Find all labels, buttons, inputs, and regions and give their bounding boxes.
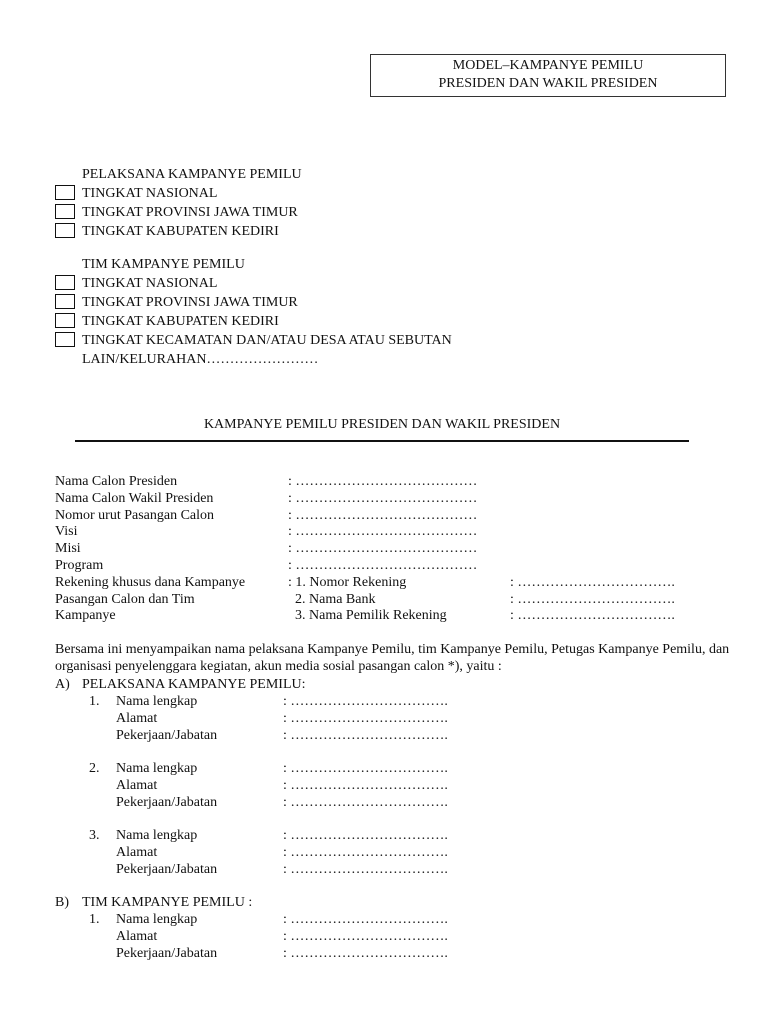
checkbox[interactable] [55, 223, 75, 238]
person-label: Alamat [116, 929, 158, 944]
field-blank: : ………………………………… [288, 474, 478, 489]
person-label: Nama lengkap [116, 761, 198, 776]
person-row-pekerjaan [55, 861, 735, 878]
title-divider [75, 440, 689, 442]
checkbox[interactable] [55, 185, 75, 200]
option-label: TINGKAT PROVINSI JAWA TIMUR [82, 205, 298, 220]
field-blank: : ………………………………… [288, 490, 478, 506]
person-blank: : ……………………………. [283, 946, 448, 961]
model-title-line-1: MODEL–KAMPANYE PEMILU [452, 58, 644, 73]
person-row-nama [55, 693, 735, 710]
model-title-box [370, 54, 726, 97]
person-number: 2. [89, 761, 100, 776]
pelaksana-option-provinsi [55, 203, 535, 222]
person-number: 3. [89, 828, 100, 843]
person-blank: : ……………………………. [283, 912, 448, 927]
tim-option-kabupaten [55, 312, 535, 331]
field-label: Nomor urut Pasangan Calon [55, 507, 215, 523]
person-label: Nama lengkap [116, 828, 198, 843]
field-blank: : ………………………………… [288, 524, 478, 540]
person-row-alamat [55, 928, 735, 945]
field-label: Nama Calon Wakil Presiden [55, 490, 214, 506]
section-b-heading [55, 894, 252, 911]
section-a-heading [55, 676, 306, 693]
tim-option-provinsi [55, 293, 535, 312]
option-label: TINGKAT KABUPATEN KEDIRI [82, 314, 279, 329]
rekening-sub-label: : 1. Nomor Rekening [288, 574, 407, 590]
field-label: Program [55, 557, 104, 573]
field-label: Pasangan Calon dan Tim [55, 591, 195, 607]
field-label: Nama Calon Presiden [55, 474, 178, 489]
field-row-nomor-urut [55, 508, 735, 525]
person-label: Pekerjaan/Jabatan [116, 795, 218, 810]
field-row-capres [55, 474, 735, 491]
person-row-alamat [55, 710, 735, 727]
field-row-visi [55, 524, 735, 541]
tim-option-nasional [55, 274, 535, 293]
checkbox[interactable] [55, 204, 75, 219]
checkbox[interactable] [55, 294, 75, 309]
person-blank: : ……………………………. [283, 845, 448, 860]
person-row-pekerjaan [55, 945, 735, 962]
checkbox[interactable] [55, 332, 75, 347]
tim-option-kecamatan-continuation: LAIN/KELURAHAN…………………… [82, 352, 319, 367]
person-row-pekerjaan [55, 727, 735, 744]
field-row-misi [55, 541, 735, 558]
person-label: Pekerjaan/Jabatan [116, 862, 218, 877]
field-row-rekening-3 [55, 608, 735, 625]
field-label: Visi [55, 524, 78, 540]
person-label: Pekerjaan/Jabatan [116, 946, 218, 961]
field-blank: : ……………………………. [510, 591, 675, 607]
checkbox[interactable] [55, 275, 75, 290]
option-label: TINGKAT PROVINSI JAWA TIMUR [82, 295, 298, 310]
field-row-rekening-2 [55, 592, 735, 609]
person-blank: : ……………………………. [283, 728, 448, 743]
person-blank: : ……………………………. [283, 929, 448, 944]
person-label: Pekerjaan/Jabatan [116, 728, 218, 743]
tim-heading: TIM KAMPANYE PEMILU [82, 257, 245, 272]
pelaksana-option-nasional [55, 184, 535, 203]
person-label: Alamat [116, 845, 158, 860]
person-number: 1. [89, 912, 100, 927]
person-blank: : ……………………………. [283, 778, 448, 793]
pelaksana-person-2 [55, 760, 735, 811]
person-label: Nama lengkap [116, 694, 198, 709]
person-row-pekerjaan [55, 794, 735, 811]
tim-checklist [55, 255, 535, 369]
field-label: Kampanye [55, 608, 116, 624]
pelaksana-person-1 [55, 693, 735, 744]
option-label: TINGKAT NASIONAL [82, 276, 218, 291]
tim-person-1 [55, 911, 735, 962]
field-blank: : ………………………………… [288, 557, 478, 573]
person-blank: : ……………………………. [283, 862, 448, 877]
field-label: Misi [55, 541, 81, 557]
section-letter: B) [55, 895, 69, 910]
person-blank: : ……………………………. [283, 828, 448, 843]
section-letter: A) [55, 677, 70, 692]
person-row-alamat [55, 777, 735, 794]
field-row-cawapres [55, 491, 735, 508]
person-label: Nama lengkap [116, 912, 198, 927]
field-blank: : ………………………………… [288, 507, 478, 523]
field-label: Rekening khusus dana Kampanye [55, 574, 246, 590]
person-blank: : ……………………………. [283, 761, 448, 776]
person-label: Alamat [116, 711, 158, 726]
candidate-fields [55, 474, 735, 625]
rekening-sub-label: 2. Nama Bank [295, 591, 376, 607]
person-label: Alamat [116, 778, 158, 793]
option-label: TINGKAT KECAMATAN DAN/ATAU DESA ATAU SEBUTAN [82, 333, 452, 348]
person-row-nama [55, 827, 735, 844]
person-row-nama [55, 760, 735, 777]
person-blank: : ……………………………. [283, 711, 448, 726]
field-row-rekening-1 [55, 575, 735, 592]
checkbox[interactable] [55, 313, 75, 328]
model-title-line-2: PRESIDEN DAN WAKIL PRESIDEN [438, 76, 658, 91]
tim-option-kecamatan [55, 331, 535, 350]
pelaksana-person-3 [55, 827, 735, 878]
pelaksana-heading: PELAKSANA KAMPANYE PEMILU [82, 167, 302, 182]
field-blank: : ………………………………… [288, 541, 478, 557]
field-row-program [55, 558, 735, 575]
person-blank: : ……………………………. [283, 694, 448, 709]
field-blank: : ……………………………. [510, 574, 675, 590]
section-title: TIM KAMPANYE PEMILU : [82, 895, 253, 910]
option-label: TINGKAT NASIONAL [82, 186, 218, 201]
pelaksana-checklist [55, 165, 535, 241]
pelaksana-option-kabupaten [55, 222, 535, 241]
option-label: TINGKAT KABUPATEN KEDIRI [82, 224, 279, 239]
person-row-alamat [55, 844, 735, 861]
rekening-sub-label: 3. Nama Pemilik Rekening [295, 608, 447, 624]
intro-paragraph: Bersama ini menyampaikan nama pelaksana Kampanye Pemilu, tim Kampanye Pemilu, Petugas Kampanye Pemilu, dan organisasi penyelenggara kegiatan, akun media sosial pasangan calon *), yaitu : [55, 642, 730, 674]
person-row-nama [55, 911, 735, 928]
person-blank: : ……………………………. [283, 795, 448, 810]
field-blank: : ……………………………. [510, 608, 675, 624]
main-title: KAMPANYE PEMILU PRESIDEN DAN WAKIL PRESIDEN [203, 417, 561, 432]
person-number: 1. [89, 694, 100, 709]
section-title: PELAKSANA KAMPANYE PEMILU: [82, 677, 306, 692]
